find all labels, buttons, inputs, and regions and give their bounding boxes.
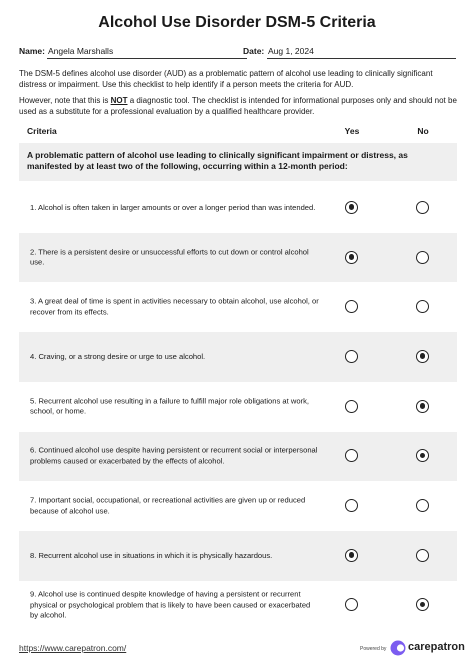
yes-column-header: Yes	[344, 126, 360, 136]
footer-url-link[interactable]: https://www.carepatron.com/	[19, 643, 127, 653]
criteria-row	[19, 531, 457, 581]
criteria-row	[19, 581, 457, 631]
brand-name: carepatron	[408, 641, 465, 653]
no-radio[interactable]	[416, 251, 429, 264]
date-label: Date:	[243, 46, 265, 56]
powered-by-label: Powered by	[360, 646, 387, 652]
no-radio[interactable]	[416, 400, 429, 413]
date-value[interactable]: Aug 1, 2024	[268, 46, 314, 56]
yes-radio[interactable]	[345, 350, 358, 363]
criteria-row	[19, 183, 457, 233]
yes-radio[interactable]	[345, 549, 358, 562]
radio-selected-dot	[349, 204, 355, 210]
yes-radio[interactable]	[345, 449, 358, 462]
criteria-text: 4. Craving, or a strong desire or urge to use alcohol.	[30, 351, 206, 361]
no-radio[interactable]	[416, 549, 429, 562]
no-radio[interactable]	[416, 449, 429, 462]
criteria-row	[19, 233, 457, 283]
criteria-text: 9. Alcohol use is continued despite knowledge of having a persistent or recurrent physical or psychological problem that is likely to have been caused or exacerbated by alcohol.	[30, 589, 311, 620]
radio-selected-dot	[420, 403, 426, 409]
radio-selected-dot	[349, 254, 355, 260]
yes-radio[interactable]	[345, 300, 358, 313]
criteria-row	[19, 382, 457, 432]
criteria-text: 3. A great deal of time is spent in activities necessary to obtain alcohol, use alcohol, or recover from its effects.	[30, 296, 319, 317]
no-radio[interactable]	[416, 350, 429, 363]
date-underline	[267, 58, 456, 59]
date-field	[243, 46, 314, 60]
criteria-text: 8. Recurrent alcohol use in situations in which it is physically hazardous.	[30, 550, 273, 560]
criteria-text: 6. Continued alcohol use despite having persistent or recurrent social or interpersonal problems caused or exacerbated by the effects of alcohol.	[30, 445, 318, 466]
disclaimer-suffix: a diagnostic tool. The checklist is intended for informational purposes only and should not be used as a substitute for a professional evaluation by a qualified healthcare provider.	[19, 96, 457, 116]
criteria-row	[19, 481, 457, 531]
criteria-text: 2. There is a persistent desire or unsuccessful efforts to cut down or control alcohol use.	[30, 247, 309, 267]
yes-radio[interactable]	[345, 201, 358, 214]
criteria-text: 7. Important social, occupational, or recreational activities are given up or reduced because of alcohol use.	[30, 495, 306, 516]
no-radio[interactable]	[416, 300, 429, 313]
name-value[interactable]: Angela Marshalls	[48, 46, 114, 56]
radio-selected-dot	[420, 353, 426, 359]
section-header-text: A problematic pattern of alcohol use leading to clinically significant impairment or distress, as manifested by at least two of the following, occurring within a 12-month period:	[27, 150, 408, 171]
criteria-row	[19, 432, 457, 482]
yes-radio[interactable]	[345, 251, 358, 264]
no-radio[interactable]	[416, 499, 429, 512]
no-radio[interactable]	[416, 598, 429, 611]
criteria-column-header: Criteria	[27, 126, 57, 136]
criteria-text: 5. Recurrent alcohol use resulting in a failure to fulfill major role obligations at work, school, or home.	[30, 396, 309, 416]
criteria-row	[19, 282, 457, 332]
carepatron-logo-icon	[390, 640, 406, 656]
section-header	[19, 143, 457, 181]
table-header	[19, 126, 457, 138]
yes-radio[interactable]	[345, 598, 358, 611]
disclaimer-emphasis: NOT	[110, 96, 128, 105]
page-title: Alcohol Use Disorder DSM-5 Criteria	[98, 14, 376, 31]
radio-selected-dot	[420, 453, 426, 459]
criteria-text: 1. Alcohol is often taken in larger amounts or over a longer period than was intended.	[30, 202, 316, 212]
yes-radio[interactable]	[345, 499, 358, 512]
radio-selected-dot	[420, 602, 426, 608]
no-column-header: No	[417, 126, 429, 136]
name-field	[19, 46, 114, 60]
name-underline	[47, 58, 247, 59]
radio-selected-dot	[349, 552, 355, 558]
no-radio[interactable]	[416, 201, 429, 214]
disclaimer-paragraph	[19, 95, 457, 117]
disclaimer-prefix: However, note that this is	[19, 96, 111, 105]
yes-radio[interactable]	[345, 400, 358, 413]
name-label: Name:	[19, 46, 45, 56]
criteria-row	[19, 332, 457, 382]
intro-paragraph: The DSM-5 defines alcohol use disorder (AUD) as a problematic pattern of alcohol use leading to clinically significant distress or impairment. Use this checklist to help identify if a person meets the criteria for AUD.	[19, 69, 433, 89]
